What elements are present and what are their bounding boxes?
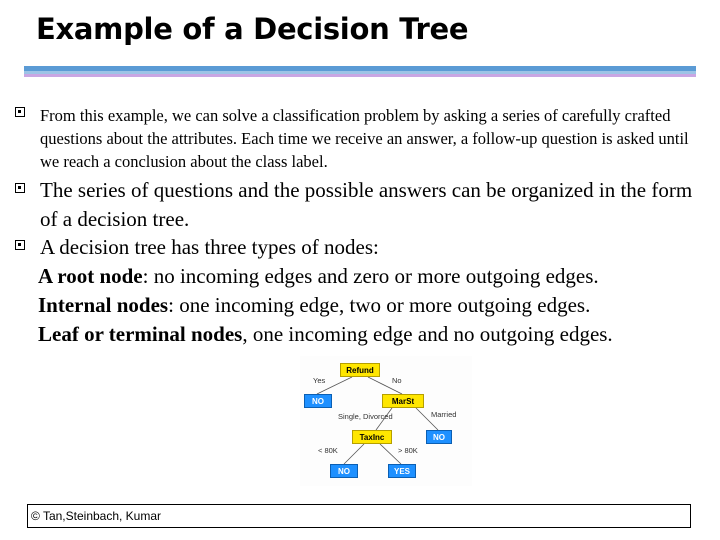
edge-label-gt80k: > 80K bbox=[398, 446, 418, 455]
tree-leaf-yes: YES bbox=[388, 464, 416, 478]
bullet-square-icon bbox=[15, 107, 25, 117]
tree-node-taxinc: TaxInc bbox=[352, 430, 392, 444]
tree-leaf-no: NO bbox=[426, 430, 452, 444]
tree-node-refund: Refund bbox=[340, 363, 380, 377]
bullet-text-3: A decision tree has three types of nodes: bbox=[40, 235, 379, 259]
node-type-term: Leaf or terminal nodes bbox=[38, 322, 243, 346]
bullet-text-2: The series of questions and the possible answers can be organized in the form of a decision tree. bbox=[40, 178, 693, 231]
title-divider-purple bbox=[24, 74, 696, 77]
edge-label-yes: Yes bbox=[313, 376, 326, 385]
bullet-square-icon bbox=[15, 240, 25, 250]
node-type-root bbox=[38, 262, 599, 291]
node-type-desc: , one incoming edge and no outgoing edges. bbox=[242, 322, 613, 346]
edge-label-lt80k: < 80K bbox=[318, 446, 338, 455]
decision-tree-diagram bbox=[300, 356, 472, 486]
footer-credit-box bbox=[27, 504, 691, 528]
node-type-internal bbox=[38, 291, 590, 320]
edge-label-no: No bbox=[392, 376, 402, 385]
edge-label-single-divorced: Single, Divorced bbox=[338, 412, 393, 421]
node-type-leaf bbox=[38, 320, 613, 349]
footer-credit-text: © Tan,Steinbach, Kumar bbox=[31, 509, 162, 523]
edge-taxinc-lt bbox=[344, 444, 364, 464]
node-type-desc: : no incoming edges and zero or more outgoing edges. bbox=[142, 264, 599, 288]
tree-edges bbox=[300, 356, 472, 486]
node-type-term: A root node bbox=[38, 264, 143, 288]
tree-leaf-no: NO bbox=[304, 394, 332, 408]
tree-node-marst: MarSt bbox=[382, 394, 424, 408]
bullet-text-1: From this example, we can solve a classification problem by asking a series of carefully crafted questions about the attributes. Each time we receive an answer, a follow-up question is asked until we reach a conclusion about the class label. bbox=[40, 106, 689, 171]
node-type-desc: : one incoming edge, two or more outgoing edges. bbox=[168, 293, 591, 317]
edge-label-married: Married bbox=[431, 410, 457, 419]
slide-title: Example of a Decision Tree bbox=[36, 12, 469, 46]
node-type-term: Internal nodes bbox=[38, 293, 169, 317]
bullet-square-icon bbox=[15, 183, 25, 193]
tree-leaf-no: NO bbox=[330, 464, 358, 478]
